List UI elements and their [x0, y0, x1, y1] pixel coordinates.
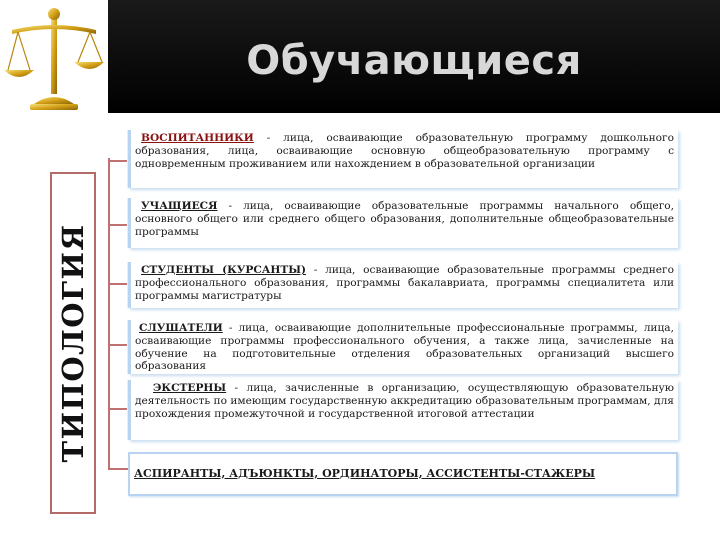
item-definition: - лица, осваивающие образовательные программы начального общего, основного общего или среднего общего образования, дополнительные общеобразовательные программы	[135, 200, 674, 238]
item-definition: - лица, зачисленные в организацию, осуществляющую образовательную деятельность по имеющим государственную аккредитацию образовательным программам, для прохождения промежуточной и государственной итоговой аттестации	[135, 382, 674, 420]
item-definition: - лица, осваивающие образовательную программу дошкольного образования, лица, осваивающие основную общеобразовательную программу с одновременным проживанием или нахождением в образовательной организации	[135, 132, 674, 170]
item-definition: - лица, осваивающие образовательные программы среднего профессионального образования, программы бакалавриата, программы специалитета или программы магистратуры	[135, 264, 674, 302]
list-item-slushateli	[128, 320, 678, 374]
scales-of-justice-icon	[4, 4, 104, 112]
connector-line	[108, 158, 110, 468]
item-term: СЛУШАТЕЛИ	[139, 322, 223, 334]
list-item-aspiranty	[128, 452, 678, 496]
connector-tick	[108, 160, 130, 162]
typology-label: ТИПОЛОГИЯ	[56, 223, 90, 463]
list-item-eksterny	[128, 380, 678, 440]
item-term: ВОСПИТАННИКИ	[141, 132, 254, 144]
list-item-studenty	[128, 262, 678, 308]
connector-tick	[108, 224, 130, 226]
connector-tick	[108, 468, 130, 470]
item-term: СТУДЕНТЫ (КУРСАНТЫ)	[141, 264, 307, 276]
item-term: УЧАЩИЕСЯ	[141, 200, 218, 212]
item-term: АСПИРАНТЫ, АДЪЮНКТЫ, ОРДИНАТОРЫ, АССИСТЕНТЫ-СТАЖЕРЫ	[134, 466, 596, 480]
item-term: ЭКСТЕРНЫ	[153, 382, 227, 394]
page-title: Обучающиеся	[246, 38, 582, 84]
connector-tick	[108, 408, 130, 410]
connector-tick	[108, 344, 130, 346]
connector-tick	[108, 283, 130, 285]
list-item-vospitanniki	[128, 130, 678, 188]
item-definition: - лица, осваивающие дополнительные профессиональные программы, лица, осваивающие программы профессионального обучения, а также лица, зачисленные на обучение на подготовительные отделения образовательных организаций высшего образования	[135, 322, 674, 373]
list-item-uchashchiesya	[128, 198, 678, 248]
